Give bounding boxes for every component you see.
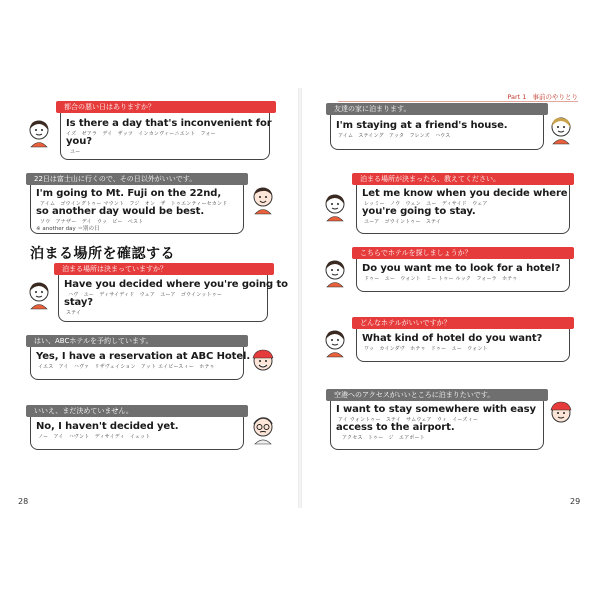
- dialog-tag-r1: 友達の家に泊まります。: [326, 103, 548, 115]
- dialog-tag-l5: いいえ、まだ決めていません。: [26, 405, 248, 417]
- page-number-left: 28: [18, 497, 29, 506]
- dialog-tag-l4: はい、ABCホテルを予約しています。: [26, 335, 248, 347]
- woman-avatar-icon: [322, 192, 348, 222]
- dialog-english-r5-line1: I want to stay somewhere with easy: [336, 404, 536, 415]
- dialog-english-l2-line1: I'm going to Mt. Fuji on the 22nd,: [36, 188, 222, 199]
- dialog-tag-r3: こちらでホテルを探しましょうか？: [352, 247, 574, 259]
- dialog-kana-r5-line2: アクセス トゥー ジ エアポート: [342, 435, 425, 441]
- book-gutter: [298, 88, 302, 508]
- dialog-kana-r3-line1: ドゥー ユー ウォント ミー トゥー ルック フォーラ ホテゥ: [364, 276, 518, 282]
- page-number-right: 29: [570, 497, 581, 506]
- dialog-tag-l3: 泊まる場所は決まっていますか？: [54, 263, 274, 275]
- dialog-english-r2-line2: you're going to stay.: [362, 206, 476, 217]
- woman-avatar-icon: [548, 115, 574, 145]
- dialog-english-r2-line1: Let me know when you decide where: [362, 188, 568, 199]
- dialog-english-r3-line1: Do you want me to look for a hotel?: [362, 263, 561, 274]
- dialog-tag-r5: 空港へのアクセスがいいところに泊まりたいです。: [326, 389, 548, 401]
- running-head-title: 事前のやりとり: [532, 93, 578, 101]
- dialog-note-l2: ※ another day ＝別の日: [36, 226, 100, 232]
- dialog-english-l3-line1: Have you decided where you're going to: [64, 279, 288, 290]
- man-cap-avatar-icon: [548, 400, 574, 430]
- dialog-english-r1-line1: I'm staying at a friend's house.: [336, 120, 508, 131]
- section-title: 泊まる場所を確認する: [30, 246, 175, 262]
- dialog-english-l2-line2: so another day would be best.: [36, 206, 205, 217]
- dialog-english-l5-line1: No, I haven't decided yet.: [36, 421, 179, 432]
- dialog-english-l1-line2: you?: [66, 136, 92, 147]
- dialog-kana-l2-line1: アイム ゴウイングトゥー マウント フジ オン ザ トゥエンティーセカンド: [40, 201, 228, 207]
- man-cap-avatar-icon: [250, 348, 276, 378]
- dialog-english-r5-line2: access to the airport.: [336, 422, 455, 433]
- woman-avatar-icon: [26, 280, 52, 310]
- dialog-english-l1-line1: Is there a day that's inconvenient for: [66, 118, 272, 129]
- dialog-kana-l2-line2: ソウ アナザー デイ ウッ ビー ベスト: [40, 219, 144, 225]
- running-head-part: Part 1: [507, 93, 527, 101]
- dialog-kana-l5-line1: ノー アイ ハヴント ディサイディ イェット: [38, 434, 151, 440]
- dialog-english-l3-line2: stay?: [64, 297, 93, 308]
- dialog-kana-l4-line1: イエス アイ ハヴァ リザヴェイション アット エイビースィー ホテゥ: [38, 364, 215, 370]
- dialog-tag-r2: 泊まる場所が決まったら、教えてください。: [352, 173, 574, 185]
- dialog-kana-r2-line2: ユーア ゴウイントゥー ステイ: [364, 219, 442, 225]
- dialog-english-r4-line1: What kind of hotel do you want?: [362, 333, 543, 344]
- dialog-kana-l3-line2: ステイ: [66, 310, 82, 316]
- woman-avatar-icon: [322, 258, 348, 288]
- dialog-kana-l1-line2: ユー: [70, 149, 81, 155]
- man-glasses-avatar-icon: [250, 415, 276, 445]
- running-head: [507, 92, 578, 101]
- dialog-kana-r4-line1: ワッ カインダヴ ホテゥ ドゥー ユー ウォント: [364, 346, 488, 352]
- dialog-kana-r1-line1: アイム ステイング アッタ フレンズ ハウス: [338, 133, 451, 139]
- dialog-kana-r2-line1: レッミー ノウ ウェン ユー ディサイド ウェア: [364, 201, 488, 207]
- man-avatar-icon: [250, 185, 276, 215]
- dialog-kana-r5-line1: アイ ウォントゥー ステイ サムウェア ウィ イーズィー: [338, 417, 479, 423]
- dialog-kana-l1-line1: イズ ゼアラ デイ ザッツ インカンヴィーニエント フォー: [66, 131, 216, 137]
- woman-avatar-icon: [26, 118, 52, 148]
- running-head-rule: [338, 101, 578, 102]
- woman-avatar-icon: [322, 328, 348, 358]
- dialog-english-l4-line1: Yes, I have a reservation at ABC Hotel.: [36, 351, 251, 362]
- dialog-tag-l1: 都合の悪い日はありますか？: [56, 101, 276, 113]
- dialog-kana-l3-line1: ハヴ ユー ディサイディド ウェア ユーア ゴウインットゥー: [68, 292, 223, 298]
- dialog-tag-l2: 22日は富士山に行くので、その日以外がいいです。: [26, 173, 248, 185]
- dialog-tag-r4: どんなホテルがいいですか？: [352, 317, 574, 329]
